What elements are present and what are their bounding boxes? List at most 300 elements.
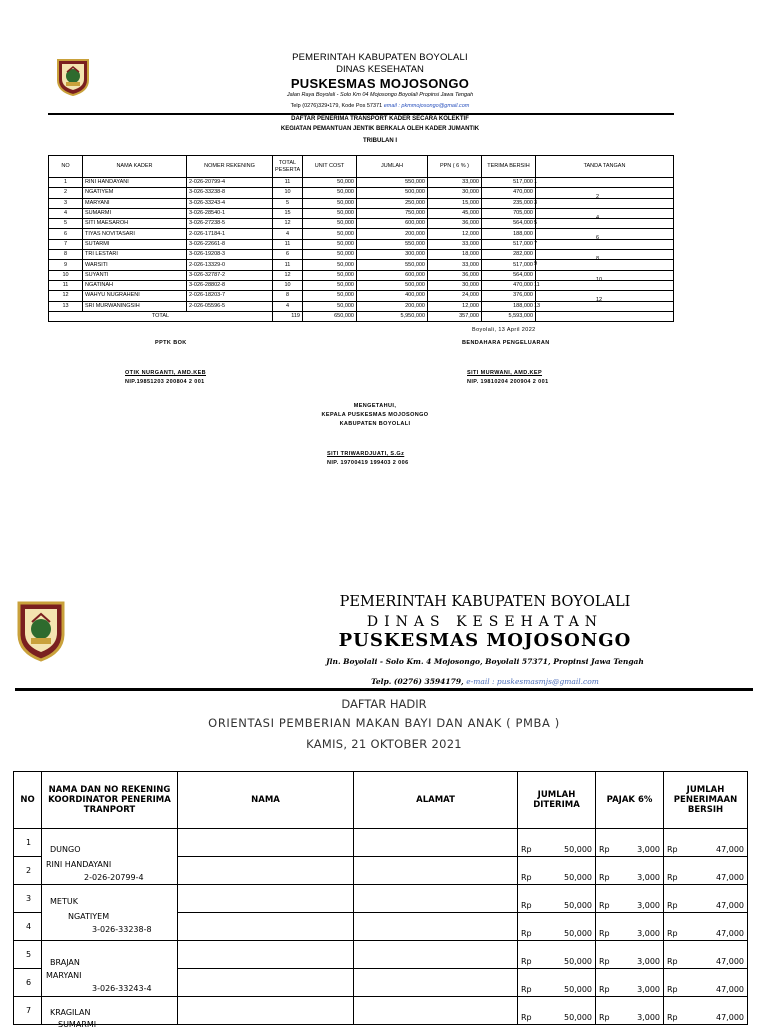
puskesmas-name: PUSKESMAS MOJOSONGO [338, 630, 632, 651]
amount-value: 3,000 [637, 985, 660, 994]
coordinator-cell [42, 885, 178, 941]
table-cell: WARSITI [83, 260, 187, 270]
table-cell: RINI HANDAYANI [83, 178, 187, 188]
table-cell: 6 [273, 250, 303, 260]
table-cell: 7 [49, 239, 83, 249]
amount-net [667, 873, 744, 884]
currency-label: Rp [521, 901, 532, 910]
table-cell: 50,000 [303, 198, 357, 208]
signature-cell [536, 301, 674, 311]
table-cell: 33,000 [428, 260, 482, 270]
table-cell: 235,000 [482, 198, 536, 208]
amount-value: 47,000 [716, 1013, 744, 1022]
amount-value: 3,000 [637, 845, 660, 854]
head-name: SITI TRIWARDJUATI, S.Gz [327, 451, 405, 457]
pptk-role: PPTK BOK [155, 340, 187, 346]
table-cell: 15 [273, 208, 303, 218]
address-input-cell[interactable] [354, 997, 518, 1025]
header-divider [15, 688, 753, 691]
col-header: NO [49, 156, 83, 178]
header-divider [48, 113, 674, 115]
col-header: JUMLAH [357, 156, 428, 178]
table-cell: 470,000 [482, 280, 536, 290]
table-cell: 2 [49, 188, 83, 198]
head-title: KEPALA PUSKESMAS MOJOSONGO [321, 412, 429, 418]
amount-tax-cell [596, 829, 664, 857]
contact-line [240, 677, 730, 686]
table-cell: 10 [273, 188, 303, 198]
address-input-cell[interactable] [354, 969, 518, 997]
table-cell: 12 [273, 219, 303, 229]
total-bersih: 5,593,000 [482, 311, 536, 321]
doc-title: DAFTAR PENERIMA TRANSPORT KADER SECARA KOLEKTIF [291, 116, 469, 122]
total-unit-cost: 650,000 [303, 311, 357, 321]
coordinator-account: 3-026-33243-4 [92, 984, 152, 993]
total-ppn: 357,000 [428, 311, 482, 321]
col-header: TERIMA BERSIH [482, 156, 536, 178]
signature-cell [536, 291, 674, 304]
currency-label: Rp [521, 929, 532, 938]
table-cell: 50,000 [303, 208, 357, 218]
coordinator-cell [42, 941, 178, 997]
col-header: NO [14, 772, 42, 829]
amount-net-cell [664, 969, 748, 997]
table-cell: 12,000 [428, 301, 482, 311]
row-number: 4 [14, 913, 42, 941]
amount-net [667, 929, 744, 940]
table-cell: 50,000 [303, 301, 357, 311]
col-header: NAMA [178, 772, 354, 829]
table-cell: 15,000 [428, 198, 482, 208]
currency-label: Rp [521, 1013, 532, 1022]
amount-net [667, 985, 744, 996]
signature-number: 10 [596, 276, 603, 283]
currency-label: Rp [667, 873, 678, 882]
currency-label: Rp [667, 845, 678, 854]
col-header: JUMLAH PENERIMAAN BERSIH [664, 772, 748, 829]
table-cell: 50,000 [303, 239, 357, 249]
row-number: 3 [14, 885, 42, 913]
table-cell: 50,000 [303, 280, 357, 290]
currency-label: Rp [599, 873, 610, 882]
col-header: NOMER REKENING [187, 156, 273, 178]
coordinator-name: NGATIYEM [68, 912, 110, 921]
amount-value: 47,000 [716, 873, 744, 882]
table-cell: 36,000 [428, 270, 482, 280]
institution-name: PEMERINTAH KABUPATEN BOYOLALI [292, 52, 468, 63]
signature-number: 1 [534, 179, 538, 185]
table-cell: 3-026-28802-8 [187, 280, 273, 290]
amount-received-cell [518, 829, 596, 857]
table-cell: 11 [273, 178, 303, 188]
telephone: Telp (0276)329•179, Kode Pos 57371 [290, 103, 383, 109]
table-cell: 11 [273, 260, 303, 270]
table-cell: 3-026-22661-8 [187, 239, 273, 249]
table-cell: SUTARMI [83, 239, 187, 249]
table-row [14, 997, 748, 1025]
table-cell: 550,000 [357, 260, 428, 270]
amount-received-cell [518, 857, 596, 885]
amount-tax [599, 901, 660, 912]
table-cell: 550,000 [357, 178, 428, 188]
acknowledge-label: MENGETAHUI, [353, 403, 397, 409]
amount-value: 50,000 [564, 1013, 592, 1022]
signature-cell [536, 188, 674, 201]
total-label: TOTAL [49, 311, 273, 321]
coordinator-name: SUMARMI [58, 1020, 97, 1029]
table-header-row [49, 156, 674, 178]
table-cell: 11 [273, 239, 303, 249]
signature-number: 5 [534, 220, 538, 227]
table-cell: 36,000 [428, 219, 482, 229]
table-row [49, 178, 674, 188]
table-header-row [14, 772, 748, 829]
table-cell: 1 [49, 178, 83, 188]
col-header: NAMA KADER [83, 156, 187, 178]
regency-label: KABUPATEN BOYOLALI [339, 421, 411, 427]
col-header: PAJAK 6% [596, 772, 664, 829]
table-cell: 564,000 [482, 219, 536, 229]
table-cell: 500,000 [357, 188, 428, 198]
table-cell: 3-026-33243-4 [187, 198, 273, 208]
amount-value: 3,000 [637, 873, 660, 882]
total-signature-cell [536, 311, 674, 321]
table-cell: 4 [49, 208, 83, 218]
table-cell: 564,000 [482, 270, 536, 280]
row-number: 2 [14, 857, 42, 885]
amount-tax-cell [596, 941, 664, 969]
doc-period: TRIBULAN I [363, 138, 397, 144]
amount-net [667, 1013, 744, 1024]
amount-received [521, 957, 592, 968]
treasurer-name: SITI MURWANI, AMD.KEP [467, 370, 543, 376]
table-cell: 30,000 [428, 280, 482, 290]
table-cell: 8 [49, 250, 83, 260]
institution-name: PEMERINTAH KABUPATEN BOYOLALI [339, 594, 631, 610]
puskesmas-logo-large [14, 600, 68, 662]
name-input-cell[interactable] [178, 997, 354, 1025]
amount-net-cell [664, 997, 748, 1025]
amount-tax [599, 985, 660, 996]
table-cell: 50,000 [303, 229, 357, 239]
email-link[interactable]: email : pkmmojosongo@gmail.com [383, 103, 470, 109]
amount-received-cell [518, 969, 596, 997]
amount-received [521, 985, 592, 996]
amount-received [521, 901, 592, 912]
table-cell: 6 [49, 229, 83, 239]
signature-cell [536, 250, 674, 263]
currency-label: Rp [599, 985, 610, 994]
treasurer-nip: NIP. 19810204 200904 2 001 [467, 379, 549, 385]
currency-label: Rp [599, 901, 610, 910]
currency-label: Rp [521, 957, 532, 966]
puskesmas-name: PUSKESMAS MOJOSONGO [290, 76, 470, 91]
table-row [49, 239, 674, 249]
coordinator-village: BRAJAN [50, 958, 80, 967]
table-cell: 8 [273, 291, 303, 301]
name-input-cell[interactable] [178, 857, 354, 885]
amount-net [667, 957, 744, 968]
name-input-cell[interactable] [178, 969, 354, 997]
amount-tax [599, 929, 660, 940]
amount-net [667, 901, 744, 912]
signature-cell [536, 260, 674, 270]
row-number: 1 [14, 829, 42, 857]
currency-label: Rp [599, 1013, 610, 1022]
amount-net [667, 845, 744, 856]
amount-received [521, 845, 592, 856]
coordinator-name: RINI HANDAYANI [46, 860, 112, 869]
amount-value: 3,000 [637, 1013, 660, 1022]
table-cell: 517,000 [482, 239, 536, 249]
amount-net-cell [664, 885, 748, 913]
col-header: TOTAL PESERTA [273, 156, 303, 178]
amount-tax-cell [596, 885, 664, 913]
amount-tax [599, 873, 660, 884]
table-cell: MARYANI [83, 198, 187, 208]
table-cell: 18,000 [428, 250, 482, 260]
table-row [14, 885, 748, 913]
table-cell: 12 [273, 270, 303, 280]
table-row [49, 260, 674, 270]
contact-line [150, 103, 610, 109]
total-peserta: 119 [273, 311, 303, 321]
table-cell: 10 [273, 280, 303, 290]
amount-tax [599, 845, 660, 856]
signature-cell [536, 208, 674, 221]
signature-cell [536, 239, 674, 249]
currency-label: Rp [521, 873, 532, 882]
table-cell: 200,000 [357, 229, 428, 239]
table-cell: 3-026-32787-2 [187, 270, 273, 280]
table-cell: 50,000 [303, 188, 357, 198]
coordinator-village: KRAGILAN [50, 1008, 91, 1017]
col-header: NAMA DAN NO REKENING KOORDINATOR PENERIMA TRANPORT [42, 772, 178, 829]
transport-recipient-table [48, 155, 674, 322]
currency-label: Rp [667, 985, 678, 994]
table-cell: 4 [273, 301, 303, 311]
table-cell: SRI MURWANINGSIH [83, 301, 187, 311]
amount-tax-cell [596, 969, 664, 997]
currency-label: Rp [667, 901, 678, 910]
table-cell: 2-026-13329-0 [187, 260, 273, 270]
table-cell: 13 [49, 301, 83, 311]
amount-tax-cell [596, 913, 664, 941]
table-cell: 250,000 [357, 198, 428, 208]
address: Jalan Raya Boyolali - Solo Km 04 Mojosongo Boyolali Propinsi Jawa Tengah [286, 92, 474, 98]
table-cell: 188,000 [482, 229, 536, 239]
signature-cell [536, 229, 674, 242]
table-cell: 33,000 [428, 239, 482, 249]
address-input-cell[interactable] [354, 857, 518, 885]
department-name: DINAS KESEHATAN [366, 614, 604, 630]
table-row [49, 198, 674, 208]
col-header: JUMLAH DITERIMA [518, 772, 596, 829]
table-cell: 50,000 [303, 270, 357, 280]
attendance-table [13, 771, 748, 1029]
table-row [49, 188, 674, 198]
table-cell: 3-026-28540-1 [187, 208, 273, 218]
amount-net-cell [664, 829, 748, 857]
amount-value: 50,000 [564, 845, 592, 854]
table-cell: 2-026-05596-5 [187, 301, 273, 311]
signature-number: 9 [534, 261, 538, 268]
pptk-nip: NIP.19851203 200804 2 001 [125, 379, 205, 385]
coordinator-cell [42, 829, 178, 885]
table-cell: 188,000 [482, 301, 536, 311]
table-cell: NGATIYEM [83, 188, 187, 198]
coordinator-name: MARYANI [46, 971, 82, 980]
amount-tax-cell [596, 857, 664, 885]
amount-value: 47,000 [716, 985, 744, 994]
table-cell: 2-026-17184-1 [187, 229, 273, 239]
amount-net-cell [664, 857, 748, 885]
signature-number: 3 [534, 199, 538, 206]
doc-date: KAMIS, 21 OKTOBER 2021 [306, 737, 462, 751]
table-cell: 11 [49, 280, 83, 290]
address-input-cell[interactable] [354, 941, 518, 969]
coordinator-account: 3-026-33238-8 [92, 925, 152, 934]
amount-received-cell [518, 997, 596, 1025]
amount-received [521, 873, 592, 884]
pptk-name: OTIK NURGANTI, AMD.KEB [125, 370, 207, 376]
place-date: Boyolali, 13 April 2022 [472, 327, 536, 333]
table-cell: 9 [49, 260, 83, 270]
col-header: TANDA TANGAN [536, 156, 674, 178]
table-cell: 517,000 [482, 178, 536, 188]
signature-number: 2 [596, 194, 600, 201]
table-cell: 2-026-18203-7 [187, 291, 273, 301]
treasurer-role: BENDAHARA PENGELUARAN [462, 340, 550, 346]
table-cell: 3-026-19208-3 [187, 250, 273, 260]
coordinator-village: METUK [50, 897, 78, 906]
table-cell: 3-026-27238-5 [187, 219, 273, 229]
table-cell: 750,000 [357, 208, 428, 218]
amount-value: 50,000 [564, 985, 592, 994]
signature-cell [536, 280, 674, 290]
currency-label: Rp [599, 929, 610, 938]
table-cell: 550,000 [357, 239, 428, 249]
table-row [49, 280, 674, 290]
table-cell: 5 [273, 198, 303, 208]
address: Jln. Boyolali - Solo Km. 4 Mojosongo, Boyolali 57371, Propinsi Jawa Tengah [326, 657, 644, 666]
table-cell: 24,000 [428, 291, 482, 301]
table-cell: 3 [49, 198, 83, 208]
table-cell: 50,000 [303, 178, 357, 188]
amount-value: 47,000 [716, 929, 744, 938]
address-input-cell[interactable] [354, 829, 518, 857]
table-cell: 4 [273, 229, 303, 239]
amount-received-cell [518, 941, 596, 969]
table-cell: 12 [49, 291, 83, 301]
head-nip: NIP. 19700419 199403 2 006 [327, 460, 409, 466]
row-number: 5 [14, 941, 42, 969]
table-cell: 50,000 [303, 250, 357, 260]
table-cell: 517,000 [482, 260, 536, 270]
table-row [49, 291, 674, 301]
currency-label: Rp [599, 845, 610, 854]
amount-value: 3,000 [637, 957, 660, 966]
signature-number: 7 [534, 240, 538, 247]
table-cell: NGATINAH [83, 280, 187, 290]
row-number: 6 [14, 969, 42, 997]
amount-received-cell [518, 885, 596, 913]
signature-cell [536, 198, 674, 208]
col-header: ALAMAT [354, 772, 518, 829]
col-header: UNIT COST [303, 156, 357, 178]
table-row [49, 208, 674, 218]
table-cell: 200,000 [357, 301, 428, 311]
table-cell: 500,000 [357, 280, 428, 290]
table-cell: 12,000 [428, 229, 482, 239]
amount-net-cell [664, 913, 748, 941]
table-cell: SUYANTI [83, 270, 187, 280]
col-header: PPN ( 6 % ) [428, 156, 482, 178]
name-input-cell[interactable] [178, 913, 354, 941]
table-cell: SITI MAESAROH [83, 219, 187, 229]
amount-value: 50,000 [564, 929, 592, 938]
table-cell: 400,000 [357, 291, 428, 301]
address-input-cell[interactable] [354, 885, 518, 913]
coordinator-village: DUNGO [50, 845, 81, 854]
table-cell: 50,000 [303, 291, 357, 301]
coordinator-cell [42, 997, 178, 1029]
amount-value: 3,000 [637, 929, 660, 938]
name-input-cell[interactable] [178, 885, 354, 913]
name-input-cell[interactable] [178, 941, 354, 969]
signature-cell [536, 219, 674, 229]
table-cell: 705,000 [482, 208, 536, 218]
table-cell: 600,000 [357, 270, 428, 280]
table-row [49, 250, 674, 260]
telephone: Telp. (0276) 3594179, [371, 677, 464, 686]
amount-value: 47,000 [716, 957, 744, 966]
amount-value: 47,000 [716, 901, 744, 910]
total-row [49, 311, 674, 321]
currency-label: Rp [599, 957, 610, 966]
table-cell: 33,000 [428, 178, 482, 188]
table-cell: TIYAS NOVITASARI [83, 229, 187, 239]
table-cell: 3-026-33238-8 [187, 188, 273, 198]
table-cell: 10 [49, 270, 83, 280]
address-input-cell[interactable] [354, 913, 518, 941]
table-cell: 30,000 [428, 188, 482, 198]
table-row [14, 941, 748, 969]
table-cell: 50,000 [303, 260, 357, 270]
email-link[interactable]: e-mail : puskesmasmjs@gmail.com [466, 677, 599, 686]
amount-received [521, 929, 592, 940]
signature-number: 4 [596, 214, 600, 221]
amount-value: 50,000 [564, 957, 592, 966]
signature-number: 8 [596, 256, 600, 263]
name-input-cell[interactable] [178, 829, 354, 857]
table-cell: 5 [49, 219, 83, 229]
table-cell: 282,000 [482, 250, 536, 260]
amount-value: 50,000 [564, 901, 592, 910]
signature-cell [536, 178, 674, 188]
table-cell: 2-026-20799-4 [187, 178, 273, 188]
amount-value: 47,000 [716, 845, 744, 854]
coordinator-account: 2-026-20799-4 [84, 873, 144, 882]
table-cell: 470,000 [482, 188, 536, 198]
amount-net-cell [664, 941, 748, 969]
table-cell: WAHYU NUGRAHENI [83, 291, 187, 301]
table-row [49, 219, 674, 229]
currency-label: Rp [667, 929, 678, 938]
table-cell: 45,000 [428, 208, 482, 218]
puskesmas-logo-small [54, 58, 92, 96]
table-cell: SUMARMI [83, 208, 187, 218]
